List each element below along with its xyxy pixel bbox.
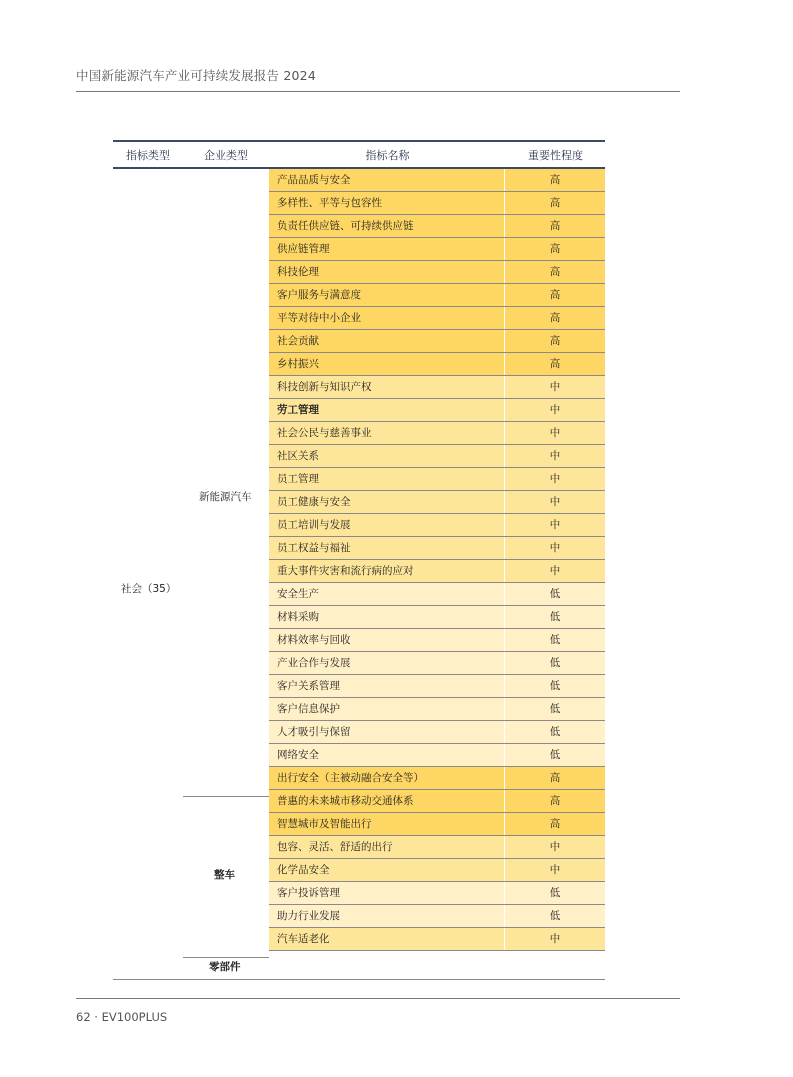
- importance-cell: 低: [549, 634, 561, 646]
- importance-cell: 中: [549, 933, 561, 945]
- table-row: [269, 721, 605, 744]
- indicator-name-cell: 乡村振兴: [269, 353, 505, 375]
- table-row: [269, 698, 605, 721]
- table-row: [269, 583, 605, 606]
- table-row: [269, 790, 605, 813]
- indicator-name-cell: 材料采购: [269, 606, 505, 628]
- table-row: [269, 744, 605, 767]
- indicator-type-label: 社会（35）: [121, 583, 177, 595]
- table-row: [269, 514, 605, 537]
- importance-cell: 高: [549, 818, 561, 830]
- importance-cell: 中: [549, 542, 561, 554]
- table-row: [269, 353, 605, 376]
- group-divider: [183, 957, 269, 958]
- table-row: [269, 445, 605, 468]
- table-row: [269, 767, 605, 790]
- table-row: [269, 629, 605, 652]
- indicator-name-cell: 科技伦理: [269, 261, 505, 283]
- column-header-indicator-type: 指标类型: [126, 149, 170, 162]
- importance-cell: 低: [549, 703, 561, 715]
- indicator-name-cell: 员工培训与发展: [269, 514, 505, 536]
- enterprise-type-parts: 零部件: [209, 961, 241, 973]
- importance-cell: 中: [549, 404, 561, 416]
- indicator-name-cell: 安全生产: [269, 583, 505, 605]
- importance-cell: 低: [549, 726, 561, 738]
- table-row: [269, 905, 605, 928]
- indicator-name-cell: 多样性、平等与包容性: [269, 192, 505, 214]
- importance-cell: 高: [549, 220, 561, 232]
- table-row: [269, 238, 605, 261]
- table-row: [269, 813, 605, 836]
- table-row: [269, 675, 605, 698]
- importance-cell: 低: [549, 910, 561, 922]
- table-row: [269, 468, 605, 491]
- column-header-importance: 重要性程度: [528, 149, 583, 162]
- table-row: [269, 836, 605, 859]
- column-header-indicator-name: 指标名称: [365, 149, 410, 162]
- table-row: [269, 261, 605, 284]
- indicator-name-cell: 员工权益与福祉: [269, 537, 505, 559]
- indicator-name-cell: 社会贡献: [269, 330, 505, 352]
- table-row: [269, 376, 605, 399]
- table-row: [269, 169, 605, 192]
- enterprise-type-nev: 新能源汽车: [199, 491, 252, 503]
- indicator-name-cell: 智慧城市及智能出行: [269, 813, 505, 835]
- footer-divider: [76, 998, 680, 999]
- importance-cell: 中: [549, 841, 561, 853]
- indicator-name-cell: 客户服务与满意度: [269, 284, 505, 306]
- indicator-name-cell: 重大事件灾害和流行病的应对: [269, 560, 505, 582]
- indicator-name-cell: 助力行业发展: [269, 905, 505, 927]
- indicator-name-cell: 负责任供应链、可持续供应链: [269, 215, 505, 237]
- indicator-name-cell: 平等对待中小企业: [269, 307, 505, 329]
- indicator-name-cell: 网络安全: [269, 744, 505, 766]
- indicator-name-cell: 员工健康与安全: [269, 491, 505, 513]
- importance-cell: 高: [549, 795, 561, 807]
- indicator-name-cell: 供应链管理: [269, 238, 505, 260]
- importance-cell: 中: [549, 496, 561, 508]
- importance-cell: 中: [549, 473, 561, 485]
- indicator-name-cell: 材料效率与回收: [269, 629, 505, 651]
- indicator-name-cell: 人才吸引与保留: [269, 721, 505, 743]
- indicator-name-cell: 社会公民与慈善事业: [269, 422, 505, 444]
- importance-cell: 低: [549, 657, 561, 669]
- indicator-name-cell: 出行安全（主被动融合安全等）: [269, 767, 505, 789]
- indicator-name-cell: 科技创新与知识产权: [269, 376, 505, 398]
- importance-cell: 高: [549, 197, 561, 209]
- importance-cell: 中: [549, 864, 561, 876]
- table-row: [269, 491, 605, 514]
- indicator-name-cell: 化学品安全: [269, 859, 505, 881]
- column-header-enterprise-type: 企业类型: [204, 149, 248, 162]
- table-row: [269, 422, 605, 445]
- enterprise-type-vehicle: 整车: [214, 869, 235, 881]
- indicator-name-cell: 汽车适老化: [269, 928, 505, 950]
- importance-cell: 中: [549, 381, 561, 393]
- indicator-name-cell: 产业合作与发展: [269, 652, 505, 674]
- importance-cell: 高: [549, 312, 561, 324]
- table-row: [269, 330, 605, 353]
- indicator-name-cell: 客户关系管理: [269, 675, 505, 697]
- importance-cell: 低: [549, 680, 561, 692]
- indicator-name-cell: 产品品质与安全: [269, 169, 505, 191]
- table-row: [269, 192, 605, 215]
- importance-cell: 低: [549, 887, 561, 899]
- importance-cell: 高: [549, 335, 561, 347]
- indicator-name-cell: 客户投诉管理: [269, 882, 505, 904]
- table-row: [269, 399, 605, 422]
- table-row: [269, 215, 605, 238]
- importance-cell: 低: [549, 749, 561, 761]
- importance-cell: 高: [549, 243, 561, 255]
- running-title: 中国新能源汽车产业可持续发展报告 2024: [76, 68, 316, 83]
- indicator-name-cell: 普惠的未来城市移动交通体系: [269, 790, 505, 812]
- importance-cell: 高: [549, 266, 561, 278]
- table-row: [269, 560, 605, 583]
- importance-cell: 高: [549, 358, 561, 370]
- table-row: [269, 537, 605, 560]
- importance-cell: 中: [549, 427, 561, 439]
- materiality-table: [113, 140, 605, 973]
- table-row: [269, 307, 605, 330]
- importance-cell: 高: [549, 289, 561, 301]
- table-row: [269, 606, 605, 629]
- table-row: [269, 284, 605, 307]
- indicator-name-cell: 劳工管理: [269, 399, 505, 421]
- group-divider: [183, 796, 269, 797]
- indicator-name-cell: 社区关系: [269, 445, 505, 467]
- indicator-name-cell: 客户信息保护: [269, 698, 505, 720]
- table-header: [113, 140, 605, 169]
- table-bottom-rule: [113, 979, 605, 980]
- table-body: [113, 169, 605, 973]
- importance-cell: 低: [549, 588, 561, 600]
- importance-cell: 高: [549, 772, 561, 784]
- indicator-name-cell: 包容、灵活、舒适的出行: [269, 836, 505, 858]
- indicator-name-cell: 员工管理: [269, 468, 505, 490]
- importance-cell: 中: [549, 565, 561, 577]
- importance-cell: 高: [549, 174, 561, 186]
- importance-cell: 中: [549, 519, 561, 531]
- header-divider: [76, 91, 680, 92]
- importance-cell: 低: [549, 611, 561, 623]
- page-folio: 62 · EV100PLUS: [76, 1010, 168, 1024]
- table-row: [269, 859, 605, 882]
- importance-cell: 中: [549, 450, 561, 462]
- table-row: [269, 882, 605, 905]
- table-row: [269, 928, 605, 951]
- table-row: [269, 652, 605, 675]
